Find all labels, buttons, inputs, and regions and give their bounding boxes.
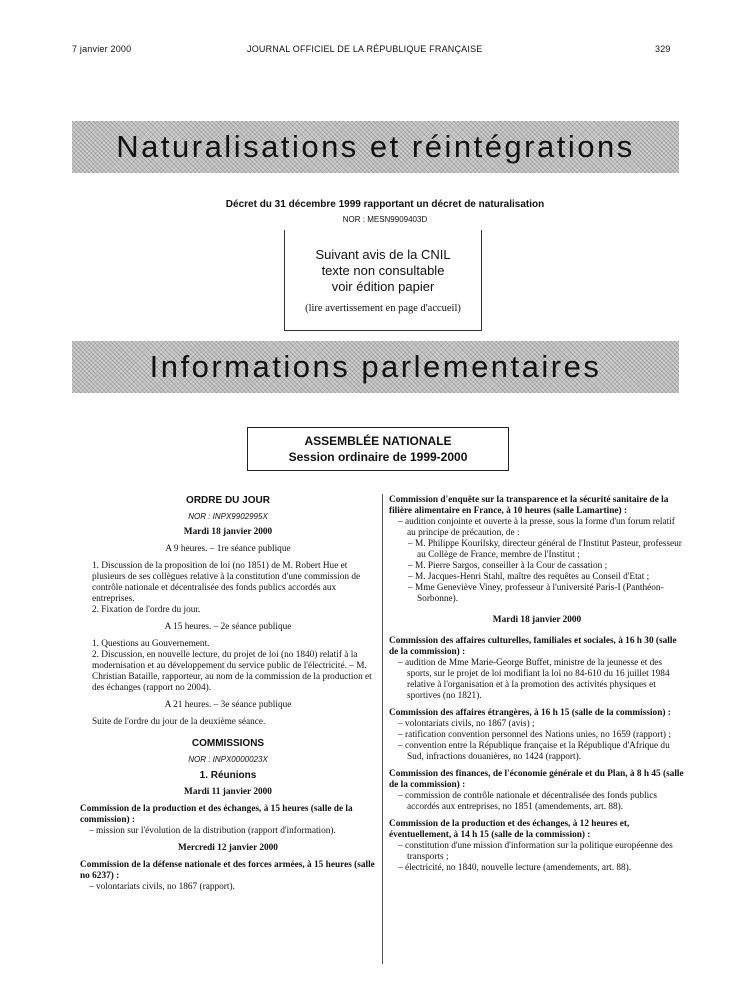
section-banner-naturalisations <box>72 121 679 173</box>
seance-time: A 9 heures. – 1re séance publique <box>165 544 291 554</box>
agenda-item: Suite de l'ordre du jour de la deuxième séance. <box>92 717 266 727</box>
agenda-item: – mission sur l'évolution de la distribution (rapport d'information). <box>89 826 336 836</box>
commission-heading: Commission des affaires étrangères, à 16 h 15 (salle de la commission) : <box>389 708 671 718</box>
agenda-item: – convention entre la République française et la République d'Afrique du Sud, infractions douanières, no 1424 (rapport). <box>398 741 670 762</box>
column-divider <box>382 494 383 964</box>
commissions-title: COMMISSIONS <box>191 738 265 749</box>
ordre-title: ORDRE DU JOUR <box>186 495 270 506</box>
header-page-number: 329 <box>655 44 671 54</box>
agenda-item: – audition de Mme Marie-George Buffet, ministre de la jeunesse et des sports, sur le projet de loi modifiant la loi no 84-610 du 16 juillet 1984 relative à l'organisation et à la promotion des activités physiques et sportives (no 1821). <box>398 658 670 701</box>
section-banner-informations <box>72 341 679 393</box>
agenda-subitem: – M. Pierre Sargos, conseiller à la Cour de cassation ; <box>408 561 608 571</box>
header-date: 7 janvier 2000 <box>72 44 132 54</box>
cnil-line-2: texte non consultable <box>321 263 445 278</box>
commission-heading: Commission d'enquête sur la transparence et la sécurité sanitaire de la filière alimentaire en France, à 10 heures (salle Lamartine) : <box>389 495 669 516</box>
seance-time: A 21 heures. – 3e séance publique <box>164 700 292 710</box>
cnil-notice-box <box>284 230 482 331</box>
agenda-subitem: – M. Jacques-Henri Stahl, maître des requêtes au Conseil d'Etat ; <box>408 572 650 582</box>
banner-title: Naturalisations et réintégrations <box>116 129 635 164</box>
commission-heading: Commission de la production et des échanges, à 15 heures (salle de la commission) : <box>80 804 353 825</box>
agenda-item: – ratification convention personnel des Nations unies, no 1659 (rapport) ; <box>398 730 671 740</box>
date-heading: Mardi 11 janvier 2000 <box>184 787 272 797</box>
header-journal-title: JOURNAL OFFICIEL DE LA RÉPUBLIQUE FRANÇAISE <box>247 44 483 54</box>
commission-heading: Commission des finances, de l'économie générale et du Plan, à 8 h 45 (salle de la commission) : <box>389 769 684 790</box>
right-column <box>389 495 685 874</box>
agenda-subitem: – M. Philippe Kourilsky, directeur général de l'Institut Pasteur, professeur au Collège de France, membre de l'Institut ; <box>408 539 682 560</box>
decree-title: Décret du 31 décembre 1999 rapportant un décret de naturalisation <box>225 199 545 210</box>
agenda-item: – commission de contrôle nationale et décentralisée des fonds publics accordés aux entreprises, no 1851 (amendements, art. 88). <box>398 791 657 812</box>
agenda-item: 1. Questions au Gouvernement. <box>92 639 210 649</box>
date-heading: Mercredi 12 janvier 2000 <box>178 843 278 853</box>
agenda-item: – volontariats civils, no 1867 (avis) ; <box>398 719 535 729</box>
commission-heading: Commission des affaires culturelles, familiales et sociales, à 16 h 30 (salle de la commission) : <box>389 636 677 657</box>
commission-heading: Commission de la défense nationale et des forces armées, à 15 heures (salle no 6237) : <box>80 860 375 881</box>
cnil-line-1: Suivant avis de la CNIL <box>315 247 451 262</box>
decree-nor: NOR : MESN9909403D <box>342 215 428 224</box>
banner-title: Informations parlementaires <box>149 349 602 384</box>
agenda-item: – électricité, no 1840, nouvelle lecture (amendements, art. 88). <box>398 863 632 873</box>
agenda-item: 1. Discussion de la proposition de loi (no 1851) de M. Robert Hue et plusieurs de ses collègues relative à la constitution d'une commission de contrôle nationale et décentralisée des fonds publics accordés aux entreprises. <box>92 561 361 604</box>
assembly-box <box>247 427 509 471</box>
date-heading: Mardi 18 janvier 2000 <box>492 615 582 625</box>
agenda-subitem: – Mme Geneviève Viney, professeur à l'université Paris-I (Panthéon-Sorbonne). <box>408 583 664 604</box>
agenda-item: 2. Fixation de l'ordre du jour. <box>92 605 201 615</box>
left-column <box>80 495 376 893</box>
commission-heading: Commission de la production et des échanges, à 12 heures et, éventuellement, à 14 h 15 (salle de la commission) : <box>389 819 630 840</box>
agenda-item: 2. Discussion, en nouvelle lecture, du projet de loi (no 1840) relatif à la modernisation et au développement du service public de l'électricité. – M. Christian Bataille, rapporteur, au nom de la commission de la production et des échanges (rapport no 2004). <box>92 650 372 693</box>
assembly-title: ASSEMBLÉE NATIONALE <box>304 434 452 448</box>
seance-time: A 15 heures. – 2e séance publique <box>164 622 292 632</box>
date-heading: Mardi 18 janvier 2000 <box>183 527 273 537</box>
agenda-item: – constitution d'une mission d'information sur la politique européenne des transports ; <box>398 841 673 862</box>
reunions-heading: 1. Réunions <box>199 770 257 781</box>
cnil-line-3: voir édition papier <box>331 279 435 294</box>
assembly-session: Session ordinaire de 1999-2000 <box>288 450 468 464</box>
commissions-nor: NOR : INPX0000023X <box>188 755 268 764</box>
ordre-nor: NOR : INPX9902995X <box>188 512 268 521</box>
agenda-item: – audition conjointe et ouverte à la presse, sous la forme d'un forum relatif au principe de précaution, de : <box>398 517 675 538</box>
agenda-item: – volontariats civils, no 1867 (rapport). <box>89 882 235 892</box>
cnil-note: (lire avertissement en page d'accueil) <box>305 303 461 314</box>
